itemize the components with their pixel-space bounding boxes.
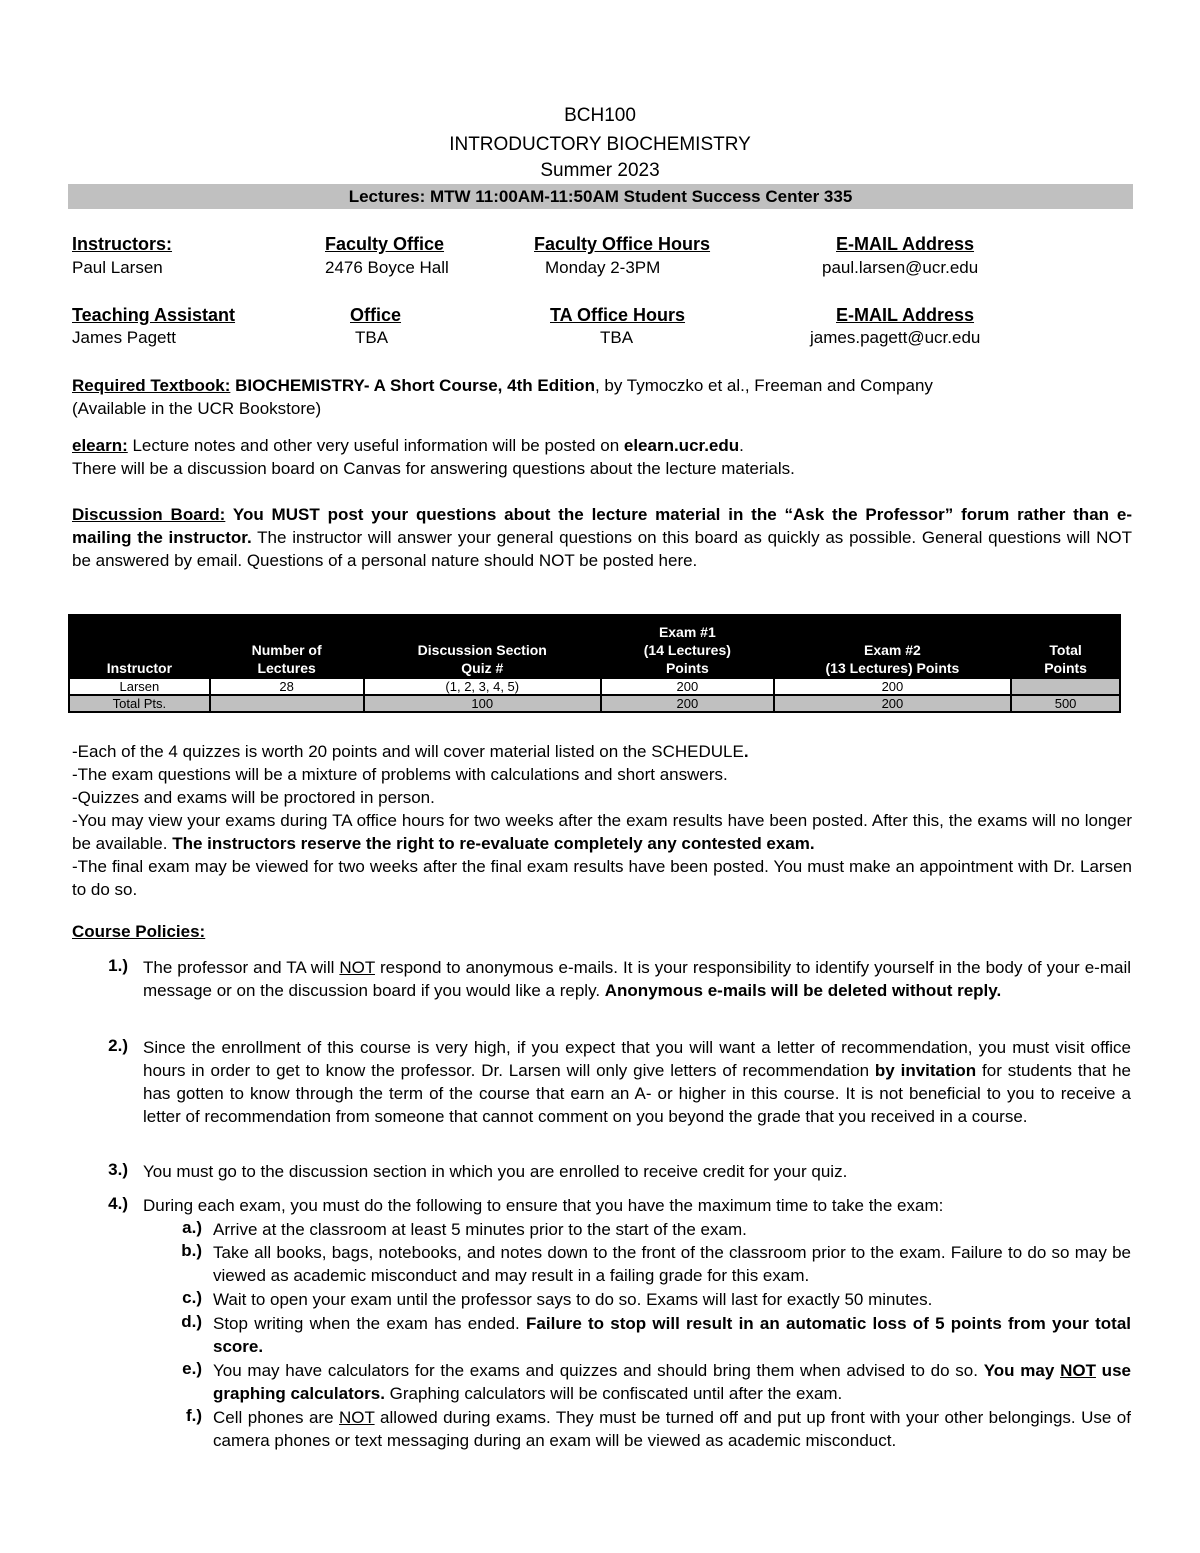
- instructor-email[interactable]: paul.larsen@ucr.edu: [822, 258, 979, 277]
- elearn-paragraph: [72, 434, 1132, 480]
- table-cell: (1, 2, 3, 4, 5): [364, 678, 602, 695]
- policy-4d-number: d.): [181, 1312, 202, 1331]
- policy-4e: [213, 1359, 1131, 1405]
- ta-name: James Pagett: [72, 328, 176, 347]
- table-cell: 500: [1011, 695, 1120, 712]
- policy-3: You must go to the discussion section in which you are enrolled to receive credit for your quiz.: [143, 1162, 848, 1181]
- policy-4d-bold: Failure to stop will result in an automatic loss of 5 points from your total score.: [213, 1314, 1131, 1356]
- discussion-label: Discussion Board:: [72, 505, 226, 524]
- ta-office: TBA: [355, 328, 389, 347]
- textbook-paragraph: [72, 374, 1132, 420]
- note-proctored: -Quizzes and exams will be proctored in person.: [72, 788, 435, 807]
- policy-4d: [213, 1312, 1131, 1358]
- policy-4e-end: Graphing calculators will be confiscated until after the exam.: [384, 1384, 843, 1403]
- elearn-link[interactable]: elearn.ucr.edu: [623, 436, 740, 455]
- table-row: [69, 678, 1120, 695]
- policy-4e-text: You may have calculators for the exams and quizzes and should bring them when advised to do so.: [213, 1361, 984, 1380]
- note-quizzes: -Each of the 4 quizzes is worth 20 points and will cover material listed on the SCHEDULE: [72, 742, 744, 761]
- textbook-label: Required Textbook:: [72, 376, 231, 395]
- ta-office-header: Office: [350, 305, 402, 325]
- policy-4e-number: e.): [182, 1359, 202, 1378]
- policy-4a-number: a.): [182, 1218, 202, 1237]
- table-cell: 200: [601, 678, 774, 695]
- note-reevaluate: The instructors reserve the right to re-evaluate completely any contested exam.: [172, 834, 815, 853]
- table-cell: Total Pts.: [69, 695, 210, 712]
- policy-4f: [213, 1406, 1131, 1452]
- table-cell: 200: [774, 695, 1011, 712]
- discussion-text: The instructor will answer your general questions on this board as quickly as possible. General questions will NOT be answered by email. Questions of a personal nature should NOT be posted here.: [72, 528, 1132, 570]
- ta-email-header: E-MAIL Address: [836, 305, 975, 325]
- ta-email[interactable]: james.pagett@ucr.edu: [810, 328, 981, 347]
- col-header-exam2: Exam #2 (13 Lectures) Points: [825, 642, 960, 676]
- policy-2-number: 2.): [108, 1036, 128, 1055]
- grading-notes: [72, 740, 1132, 901]
- textbook-availability: (Available in the UCR Bookstore): [72, 399, 322, 418]
- instructor-office: 2476 Boyce Hall: [325, 258, 449, 277]
- table-row-total: [69, 695, 1120, 712]
- course-code: BCH100: [564, 105, 636, 126]
- textbook-authors: , by Tymoczko et al., Freeman and Company: [594, 376, 933, 395]
- policy-4d-text: Stop writing when the exam has ended.: [213, 1314, 527, 1333]
- policy-1: [143, 956, 1131, 1002]
- course-policies-heading: Course Policies:: [72, 922, 206, 941]
- elearn-text: Lecture notes and other very useful information will be posted on: [127, 436, 624, 455]
- policy-4a: Arrive at the classroom at least 5 minutes prior to the start of the exam.: [213, 1220, 747, 1239]
- policy-2-text-b: for students that he has gotten to know through the term of the course that earn an A- or higher in this course. It is not beneficial to you to receive a letter of recommendation from someone that cannot comment on you beyond the grade that you received in a course.: [143, 1061, 1132, 1126]
- policy-4b-number: b.): [181, 1241, 202, 1260]
- ta-hours: TBA: [600, 328, 634, 347]
- policy-4e-bold-b: use graphing calculators.: [213, 1361, 1131, 1403]
- email-header: E-MAIL Address: [836, 234, 975, 254]
- col-header-quiz: Discussion Section Quiz #: [417, 642, 547, 676]
- elearn-discussion-note: There will be a discussion board on Canvas for answering questions about the lecture materials.: [72, 459, 795, 478]
- lecture-schedule-bar: Lectures: MTW 11:00AM-11:50AM Student Success Center 335: [68, 184, 1133, 209]
- policy-4e-bold-a: You may: [983, 1361, 1061, 1380]
- table-cell: 200: [774, 678, 1011, 695]
- policy-4: During each exam, you must do the following to ensure that you have the maximum time to take the exam:: [143, 1196, 944, 1215]
- col-header-instructor: Instructor: [106, 660, 173, 676]
- ta-office-hours-header: TA Office Hours: [550, 305, 686, 325]
- discussion-bold-text: You MUST post your questions about the lecture material in the “Ask the Professor” forum rather than e-mailing the instructor.: [72, 505, 1132, 547]
- elearn-label: elearn:: [72, 436, 128, 455]
- policy-3-number: 3.): [108, 1160, 128, 1179]
- table-cell: 100: [364, 695, 602, 712]
- table-cell: [1011, 678, 1120, 695]
- policy-4f-text-b: allowed during exams. They must be turned off and put up front with your other belongings. Use of camera phones or text messaging during an exam will be viewed as academic misconduct.: [213, 1408, 1131, 1450]
- note-view-exams: -You may view your exams during TA office hours for two weeks after the exam results have been posted. After this, the exams will no longer be available.: [72, 811, 1132, 853]
- faculty-office-hours-header: Faculty Office Hours: [534, 234, 711, 254]
- grades-header-row: [69, 614, 1120, 678]
- policy-2-text-a: Since the enrollment of this course is very high, if you expect that you will want a letter of recommendation, you must visit office hours in order to get to know the professor. Dr. Larsen will only give letters of recommendation: [143, 1038, 1131, 1080]
- policy-4f-number: f.): [185, 1406, 202, 1425]
- instructor-hours: Monday 2-3PM: [545, 258, 661, 277]
- policy-4c: Wait to open your exam until the professor says to do so. Exams will last for exactly 50 minutes.: [213, 1290, 933, 1309]
- grades-table: [68, 614, 1121, 713]
- instructors-header: Instructors:: [72, 234, 173, 254]
- policy-4b: Take all books, bags, notebooks, and notes down to the front of the classroom prior to the exam. Failure to do so may be viewed as academic misconduct and may result in a failing grade for this exam.: [213, 1243, 1131, 1285]
- col-header-total: Total Points: [1044, 642, 1087, 676]
- policy-4e-not: NOT: [1060, 1361, 1096, 1380]
- policy-4c-number: c.): [182, 1288, 202, 1307]
- course-name: INTRODUCTORY BIOCHEMISTRY: [449, 134, 751, 155]
- policy-1-text-a: The professor and TA will: [143, 958, 340, 977]
- course-term: Summer 2023: [540, 160, 660, 181]
- note-quizzes-period: .: [743, 742, 749, 761]
- policy-1-not: NOT: [339, 958, 375, 977]
- policy-4-number: 4.): [108, 1194, 128, 1213]
- discussion-board-paragraph: [72, 503, 1132, 572]
- note-final-exam: -The final exam may be viewed for two weeks after the final exam results have been posted. You must make an appointment with Dr. Larsen to do so.: [72, 857, 1132, 899]
- table-cell: Larsen: [69, 678, 210, 695]
- policy-1-bold: Anonymous e-mails will be deleted without reply.: [604, 981, 1002, 1000]
- policy-1-number: 1.): [108, 956, 128, 975]
- table-cell: 200: [601, 695, 774, 712]
- policy-4f-not: NOT: [339, 1408, 375, 1427]
- col-header-lectures: Number of Lectures: [251, 642, 322, 676]
- note-exam-questions: -The exam questions will be a mixture of problems with calculations and short answers.: [72, 765, 728, 784]
- elearn-period: .: [739, 436, 744, 455]
- textbook-title: BIOCHEMISTRY- A Short Course, 4th Edition: [235, 376, 595, 395]
- policy-2: [143, 1036, 1131, 1128]
- ta-header: Teaching Assistant: [72, 305, 236, 325]
- policy-1-text-b: respond to anonymous e-mails. It is your responsibility to identify yourself in the body of your e-mail message or on the discussion board if you would like a reply.: [143, 958, 1131, 1000]
- table-cell: [210, 695, 364, 712]
- table-cell: 28: [210, 678, 364, 695]
- policy-4f-text-a: Cell phones are: [213, 1408, 340, 1427]
- faculty-office-header: Faculty Office: [325, 234, 445, 254]
- col-header-exam1: Exam #1 (14 Lectures) Points: [643, 624, 731, 676]
- policy-2-bold: by invitation: [874, 1061, 977, 1080]
- instructor-name: Paul Larsen: [72, 258, 163, 277]
